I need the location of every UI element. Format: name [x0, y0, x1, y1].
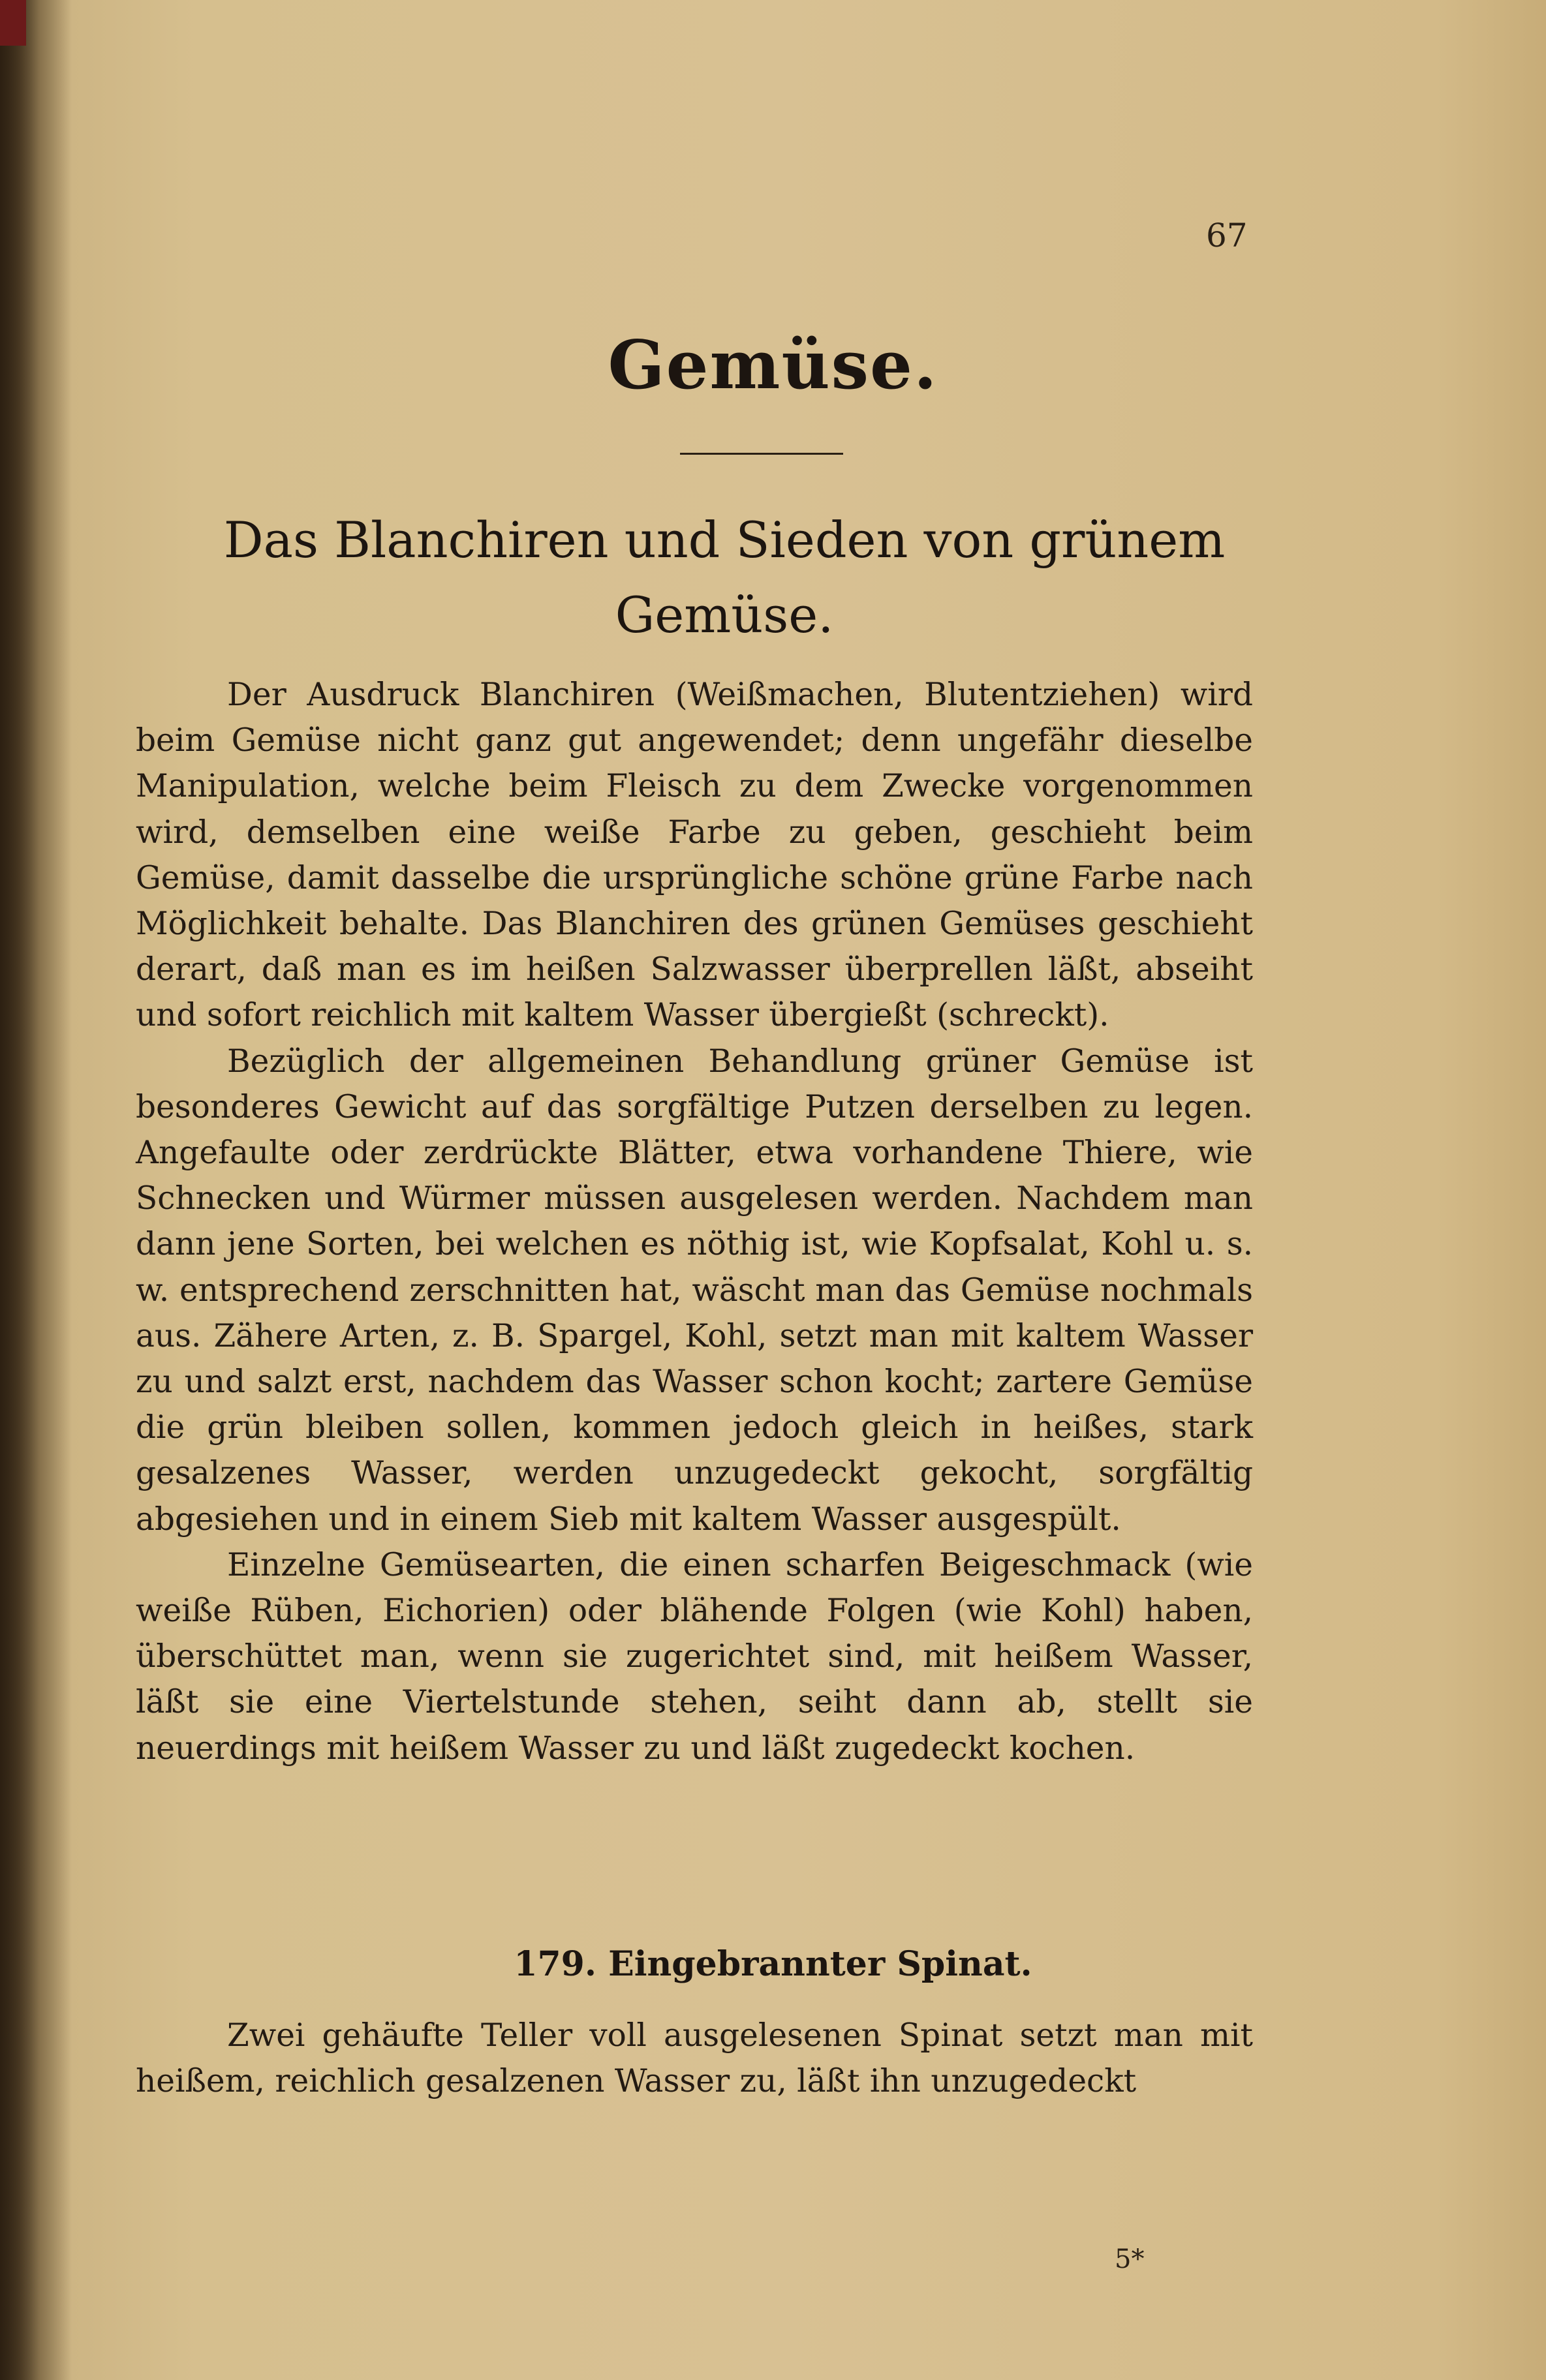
paragraph-3: Einzelne Gemüsearten, die einen scharfen Beigeschmack (wie weiße Rüben, Eichorien) oder blähende Folgen (wie Kohl) haben, überschüttet man, wenn sie zugerichtet sind, mit heißem Wasser, läßt sie eine Viertelstunde stehen, seiht dann ab, stellt sie neuerdings mit heißem Wasser zu und läßt zugedeckt kochen.: [136, 1546, 1253, 1767]
recipe-heading: 179. Eingebrannter Spinat.: [514, 1944, 1032, 1984]
body-text: [136, 672, 1253, 1771]
spine-bookmark-mark: [0, 0, 26, 46]
paragraph-2: Bezüglich der allgemeinen Behandlung grüner Gemüse ist besonderes Gewicht auf das sorgfältige Putzen derselben zu legen. Angefaulte oder zerdrückte Blätter, etwa vorhandene Thiere, wie Schnecken und Würmer müssen ausgelesen werden. Nachdem man dann jene Sorten, bei welchen es nöthig ist, wie Kopfsalat, Kohl u. s. w. entsprechend zerschnitten hat, wäscht man das Gemüse nochmals aus. Zähere Arten, z. B. Spargel, Kohl, setzt man mit kaltem Wasser zu und salzt erst, nachdem das Wasser schon kocht; zartere Gemüse die grün bleiben sollen, kommen jedoch gleich in heißes, stark gesalzenes Wasser, werden unzugedeckt gekocht, sorgfältig abgesiehen und in einem Sieb mit kaltem Wasser ausgespült.: [136, 1043, 1253, 1538]
title-divider: [680, 453, 843, 455]
recipe-text: [136, 2013, 1253, 2104]
signature-mark: 5*: [1115, 2244, 1145, 2274]
section-title: Gemüse.: [608, 326, 938, 404]
recipe-paragraph: Zwei gehäufte Teller voll ausgelesenen Spinat setzt man mit heißem, reichlich gesalzenen Wasser zu, läßt ihn unzugedeckt: [136, 2017, 1253, 2099]
page-number: 67: [1206, 217, 1248, 254]
subheading: Das Blanchiren und Sieden von grünem Gemüse.: [223, 511, 1226, 644]
paragraph-1: Der Ausdruck Blanchiren (Weißmachen, Blutentziehen) wird beim Gemüse nicht ganz gut angewendet; denn ungefähr dieselbe Manipulation, welche beim Fleisch zu dem Zwecke vorgenommen wird, demselben eine weiße Farbe zu geben, geschieht beim Gemüse, damit dasselbe die ursprüngliche schöne grüne Farbe nach Möglichkeit behalte. Das Blanchiren des grünen Gemüses geschieht derart, daß man es im heißen Salzwasser überprellen läßt, abseiht und sofort reichlich mit kaltem Wasser übergießt (schreckt).: [136, 677, 1253, 1034]
